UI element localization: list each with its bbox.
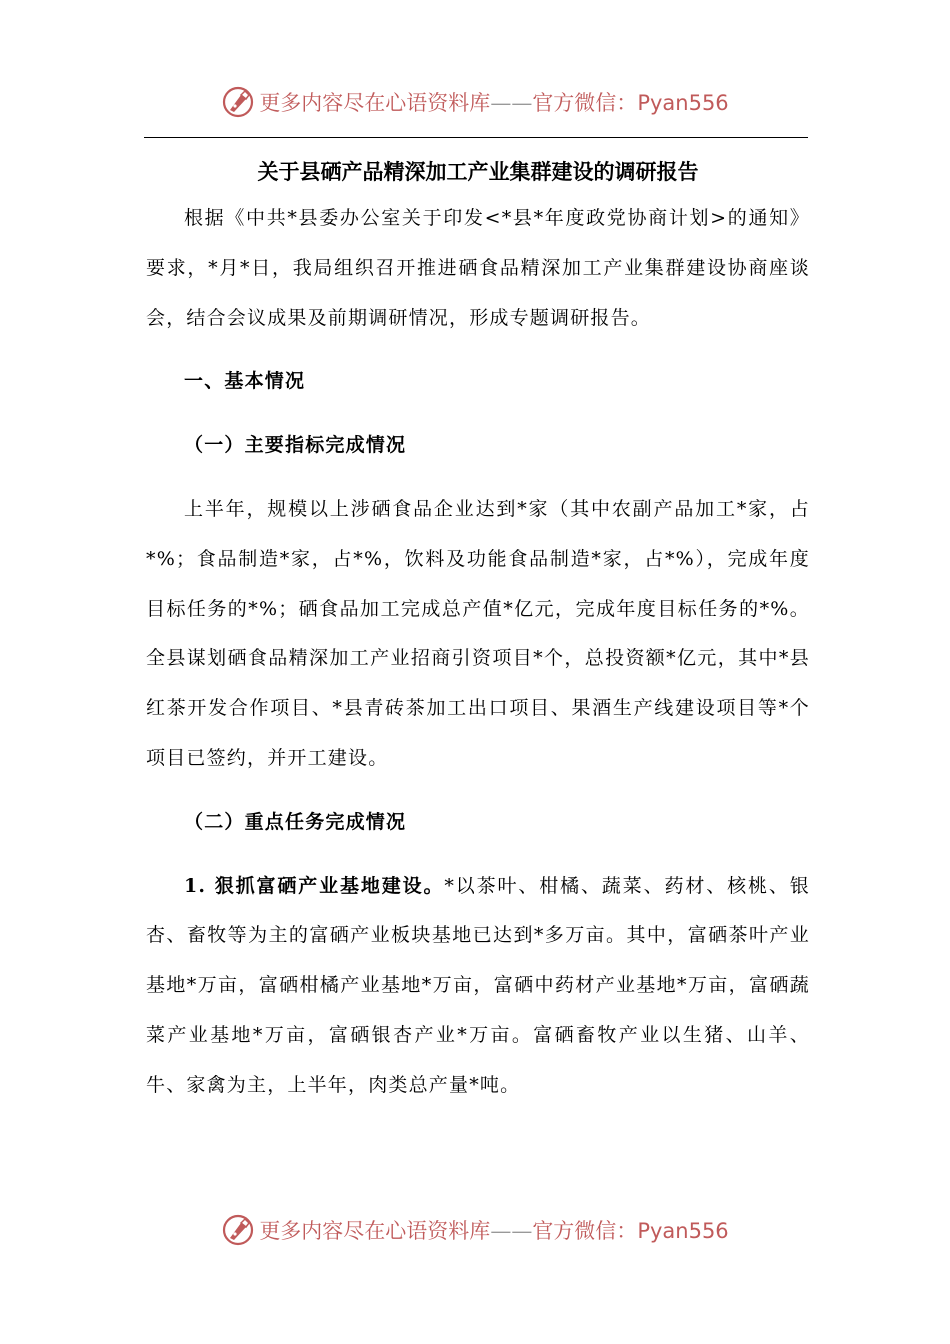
banner-separator: —— — [490, 1219, 533, 1243]
header-divider — [144, 137, 808, 138]
item1-lead: 1. 狠抓富硒产业基地建设。 — [184, 874, 445, 897]
pen-nib-logo-icon — [221, 1213, 255, 1247]
footer-watermark-banner — [0, 1210, 950, 1250]
section-heading-basic: 一、基本情况 — [184, 370, 306, 393]
document-title: 关于县硒产品精深加工产业集群建设的调研报告 — [257, 159, 699, 184]
banner-text — [259, 87, 728, 117]
subsection-heading-indicators: （一）主要指标完成情况 — [184, 434, 407, 457]
banner-wechat-id: Pyan556 — [637, 91, 729, 115]
header-watermark-banner — [0, 82, 950, 122]
subsection-heading-tasks: （二）重点任务完成情况 — [184, 810, 407, 833]
banner-wechat-id: Pyan556 — [637, 1219, 729, 1243]
item1-paragraph — [146, 862, 810, 1111]
item1-body: *以茶叶、柑橘、蔬菜、药材、核桃、银杏、畜牧等为主的富硒产业板块基地已达到*多万亩。其中，富硒茶叶产业基地*万亩，富硒柑橘产业基地*万亩，富硒中药材产业基地*万亩，富硒蔬菜产业基地*万亩，富硒银杏产业*万亩。富硒畜牧产业以生猪、山羊、牛、家禽为主，上半年，肉类总产量*吨。 — [146, 874, 810, 1096]
intro-paragraph: 根据《中共*县委办公室关于印发<*县*年度政党协商计划>的通知》要求，*月*日，我局组织召开推进硒食品精深加工产业集群建设协商座谈会，结合会议成果及前期调研情况，形成专题调研报告。 — [146, 207, 810, 329]
banner-main-text: 更多内容尽在心语资料库 — [259, 1219, 491, 1243]
indicators-paragraph: 上半年，规模以上涉硒食品企业达到*家（其中农副产品加工*家，占*%；食品制造*家，占*%，饮料及功能食品制造*家，占*%），完成年度目标任务的*%；硒食品加工完成总产值*亿元，完成年度目标任务的*%。全县谋划硒食品精深加工产业招商引资项目*个，总投资额*亿元，其中*县红茶开发合作项目、*县青砖茶加工出口项目、果酒生产线建设项目等*个项目已签约，并开工建设。 — [146, 497, 810, 769]
banner-main-text: 更多内容尽在心语资料库 — [259, 91, 491, 115]
banner-wechat-label: 官方微信： — [532, 91, 638, 115]
banner-text — [259, 1215, 728, 1245]
document-body — [146, 150, 810, 1111]
banner-wechat-label: 官方微信： — [532, 1219, 638, 1243]
pen-nib-logo-icon — [221, 85, 255, 119]
banner-separator: —— — [490, 91, 533, 115]
